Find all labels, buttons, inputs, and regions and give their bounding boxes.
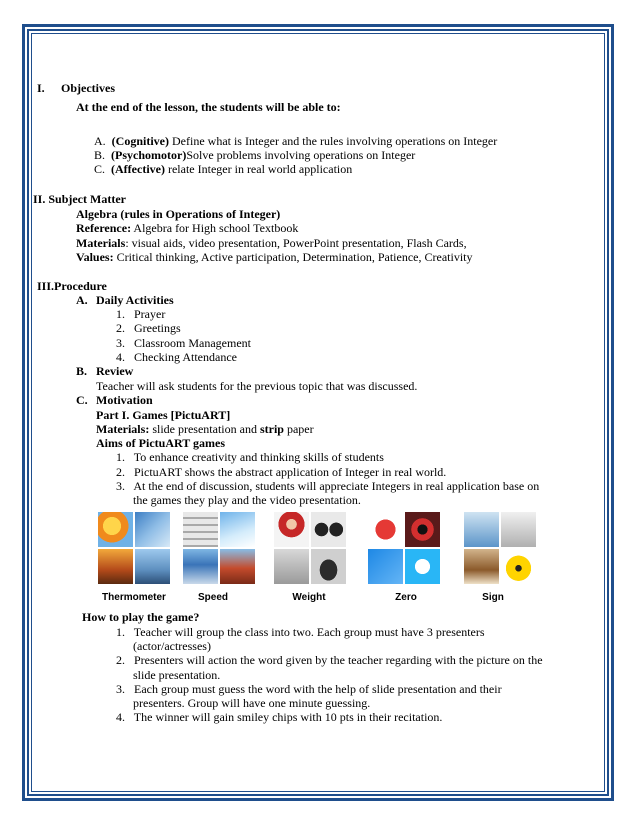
- sign-picture: [464, 512, 536, 584]
- motivation-part: Part I. Games [PictuART]: [96, 408, 231, 422]
- howto-step-3-continued: presenters. Group will have one minute guessing.: [133, 696, 371, 710]
- howto-step-1-continued: (actor/actresses): [133, 639, 211, 653]
- subject-values: Values: Critical thinking, Active participation, Determination, Patience, Creativity: [76, 250, 473, 264]
- objectives-intro: At the end of the lesson, the students will be able to:: [76, 100, 341, 114]
- aim-1: 1. To enhance creativity and thinking skills of students: [116, 450, 384, 464]
- procedure-heading: III.Procedure: [37, 279, 107, 293]
- motivation-title: Motivation: [96, 393, 153, 407]
- objective-c: C. (Affective) relate Integer in real world application: [94, 162, 353, 176]
- daily-item-1: 1. Prayer: [116, 307, 166, 321]
- howto-step-4: 4. The winner will gain smiley chips with 10 pts in their recitation.: [116, 710, 443, 724]
- subject-topic: Algebra (rules in Operations of Integer): [76, 207, 281, 221]
- thermometer-picture: [98, 512, 170, 584]
- howto-step-2: 2. Presenters will action the word given by the teacher regarding with the picture on the: [116, 653, 543, 667]
- weight-picture: [274, 512, 346, 584]
- caption-sign: Sign: [482, 592, 504, 603]
- review-title: Review: [96, 364, 134, 378]
- speed-picture: [183, 512, 255, 584]
- review-text: Teacher will ask students for the previous topic that was discussed.: [96, 379, 418, 393]
- caption-thermometer: Thermometer: [102, 592, 166, 603]
- subject-heading: II. Subject Matter: [33, 192, 126, 206]
- daily-item-3: 3. Classroom Management: [116, 336, 251, 350]
- howto-step-1: 1. Teacher will group the class into two. Each group must have 3 presenters: [116, 625, 485, 639]
- zero-picture: [368, 512, 440, 584]
- daily-item-2: 2. Greetings: [116, 321, 181, 335]
- aims-title: Aims of PictuART games: [96, 436, 226, 450]
- aim-3-continued: the games they play and the video presentation.: [133, 493, 361, 507]
- review-letter: B.: [76, 364, 88, 378]
- daily-activities-letter: A.: [76, 293, 88, 307]
- subject-reference: Reference: Algebra for High school Textbook: [76, 221, 299, 235]
- daily-activities-title: Daily Activities: [96, 293, 174, 307]
- objectives-heading: Objectives: [61, 81, 115, 95]
- objectives-numeral: I.: [37, 81, 45, 95]
- subject-materials: Materials: visual aids, video presentation, PowerPoint presentation, Flash Cards,: [76, 236, 467, 250]
- motivation-materials: Materials: slide presentation and strip paper: [96, 422, 314, 436]
- caption-speed: Speed: [197, 592, 228, 603]
- caption-zero: Zero: [395, 592, 417, 603]
- motivation-letter: C.: [76, 393, 88, 407]
- objective-a: A. (Cognitive) Define what is Integer and the rules involving operations on Integer: [94, 134, 498, 148]
- objective-b: B. (Psychomotor)Solve problems involving operations on Integer: [94, 148, 416, 162]
- howto-step-3: 3. Each group must guess the word with the help of slide presentation and their: [116, 682, 502, 696]
- aim-3: 3. At the end of discussion, students will appreciate Integers in real application base on: [116, 479, 540, 493]
- daily-item-4: 4. Checking Attendance: [116, 350, 237, 364]
- caption-weight: Weight: [292, 592, 326, 603]
- howto-step-2-continued: slide presentation.: [133, 668, 221, 682]
- aim-2: 2. PictuART shows the abstract application of Integer in real world.: [116, 465, 447, 479]
- howto-title: How to play the game?: [82, 610, 200, 624]
